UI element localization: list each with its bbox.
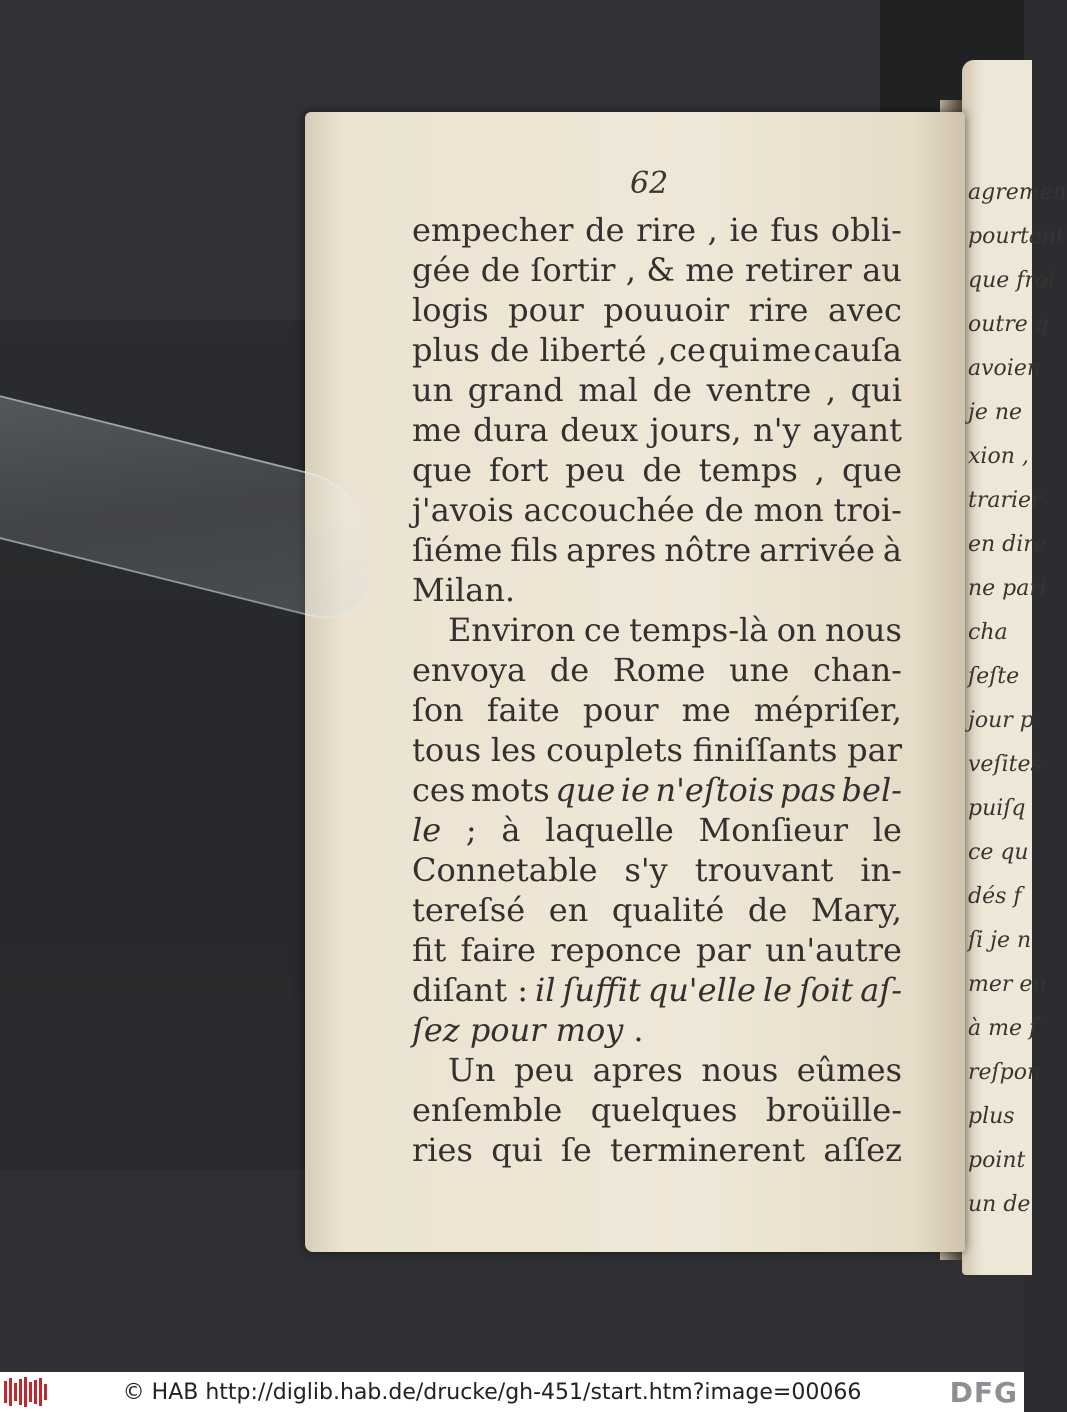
word: ries: [412, 1131, 473, 1169]
word: qui: [850, 371, 902, 409]
word: quelques: [590, 1091, 738, 1129]
dfg-logo: DFG: [949, 1375, 1018, 1409]
facing-page-fragment: ſi je n: [968, 928, 1032, 953]
word: Rome: [612, 651, 706, 689]
word: s'y: [624, 851, 668, 889]
word: empecher: [412, 211, 574, 249]
text-line: [412, 450, 902, 490]
word: faire: [460, 931, 536, 969]
facing-page-fragment: reſpon: [968, 1060, 1042, 1085]
word: on: [776, 611, 817, 649]
word: à: [882, 531, 902, 569]
word: ,: [707, 211, 718, 249]
word: ce: [669, 331, 706, 369]
word: le: [412, 811, 442, 849]
word: deux: [560, 411, 639, 449]
word: couplets: [546, 731, 683, 769]
word: nous: [825, 611, 902, 649]
word: troi-: [833, 491, 902, 529]
word: ces: [412, 771, 466, 809]
word: fit: [412, 931, 447, 969]
word: il: [535, 971, 556, 1009]
word: peu: [514, 1051, 575, 1089]
facing-page-fragment: à me f: [968, 1016, 1038, 1041]
word: pour: [582, 691, 659, 729]
word: qui: [708, 331, 760, 369]
facing-page-fragment: en dire: [968, 532, 1047, 557]
word: me: [761, 331, 812, 369]
text-line: [412, 250, 902, 290]
facing-page-fragment: cha: [968, 620, 1008, 645]
word: que: [412, 451, 473, 489]
facing-page-fragment: point: [968, 1148, 1026, 1173]
word: au: [862, 251, 902, 289]
facing-page-fragment: que froi: [968, 268, 1056, 293]
word: Environ: [448, 611, 576, 649]
word: trouvant: [694, 851, 834, 889]
word: .: [633, 1011, 644, 1049]
word: en: [548, 891, 589, 929]
word: de: [480, 251, 521, 289]
facing-page-fragment: agremen: [968, 180, 1067, 205]
facing-page-fragment: mer en: [968, 972, 1047, 997]
word: fort: [489, 451, 549, 489]
word: plus de liberté ,: [412, 331, 667, 369]
word: reponce: [550, 931, 682, 969]
word: &: [646, 251, 675, 289]
word: de: [652, 371, 692, 409]
word: enſemble: [412, 1091, 563, 1129]
word: ſoit: [799, 971, 854, 1009]
word: temps-là: [629, 611, 769, 649]
word: un: [412, 371, 454, 409]
text-line: [412, 1130, 902, 1170]
facing-page-fragment: puiſq: [968, 796, 1026, 821]
copyright-caption: © HAB http://diglib.hab.de/drucke/gh-451/start.htm?image=00066: [122, 1379, 862, 1405]
word: de: [642, 451, 682, 489]
facing-page-fragment: ne parl: [968, 576, 1047, 601]
facing-page-fragment: xion ,: [968, 444, 1029, 469]
word: nous: [701, 1051, 779, 1089]
word: fils: [510, 531, 559, 569]
word: mépriſer,: [753, 691, 902, 729]
text-line: [412, 490, 902, 530]
text-line: [412, 1010, 902, 1050]
facing-page-fragment: plus: [968, 1104, 1015, 1129]
text-line: [412, 290, 902, 330]
text-line: [412, 810, 902, 850]
text-line: [412, 570, 902, 610]
text-line: [412, 890, 902, 930]
word: envoya: [412, 651, 527, 689]
word: de: [585, 211, 625, 249]
word: ventre: [706, 371, 812, 409]
text-line: [412, 730, 902, 770]
word: jours,: [649, 411, 742, 449]
word: ,: [825, 371, 837, 409]
word: que: [555, 771, 616, 809]
word: logis: [412, 291, 489, 329]
word: terminerent: [610, 1131, 806, 1169]
word: ce: [583, 611, 621, 649]
word: qu'elle: [647, 971, 756, 1009]
viewer-footer: [0, 1372, 1024, 1412]
word: Monſieur: [698, 811, 849, 849]
word: grand: [467, 371, 564, 409]
word: apres: [566, 531, 657, 569]
word: par: [695, 931, 751, 969]
text-line: [412, 330, 902, 370]
facing-page-fragment: dés f: [968, 884, 1022, 909]
text-line: [412, 930, 902, 970]
word: de: [549, 651, 590, 689]
text-line: [412, 370, 902, 410]
word: ſe: [560, 1131, 592, 1169]
page-text: [412, 210, 902, 1170]
facing-page-fragment: un de: [968, 1192, 1031, 1217]
word: ie: [729, 211, 759, 249]
word: ſiéme: [412, 531, 503, 569]
word: tous: [412, 731, 482, 769]
word: de: [747, 891, 788, 929]
word: qui: [491, 1131, 543, 1169]
text-line: [412, 650, 902, 690]
word: me: [681, 691, 731, 729]
word: un'autre: [765, 931, 902, 969]
word: me: [412, 411, 462, 449]
word: mon: [753, 491, 824, 529]
word: mots: [470, 771, 550, 809]
word: à: [501, 811, 521, 849]
text-line: [412, 410, 902, 450]
word: fus: [770, 211, 820, 249]
word: nôtre: [664, 531, 752, 569]
word: rire: [748, 291, 809, 329]
word: ſon: [412, 691, 464, 729]
word: ſuffit: [562, 971, 641, 1009]
word: chan-: [812, 651, 902, 689]
word: mal: [578, 371, 638, 409]
facing-page-fragment: outre q: [968, 312, 1049, 337]
word: broüille-: [765, 1091, 902, 1129]
word: ,: [625, 251, 636, 289]
word: me: [685, 251, 735, 289]
word: aſſez: [823, 1131, 902, 1169]
word: apres: [592, 1051, 683, 1089]
word: qualité: [611, 891, 725, 929]
word: temps: [698, 451, 798, 489]
word: dura: [472, 411, 549, 449]
text-line: [412, 690, 902, 730]
word: tereſsé: [412, 891, 526, 929]
word: finiſſants: [692, 731, 838, 769]
word: obli-: [830, 211, 902, 249]
facing-page-fragment: jour p: [968, 708, 1034, 733]
facing-page-fragment: ce qu: [968, 840, 1029, 865]
facing-page: [962, 60, 1067, 1275]
word: les: [490, 731, 537, 769]
word: laquelle: [545, 811, 674, 849]
facing-page-fragment: je ne: [968, 400, 1023, 425]
word: pour: [508, 291, 584, 329]
word: que: [841, 451, 902, 489]
word: de: [704, 491, 744, 529]
word: eûmes: [796, 1051, 902, 1089]
word: ayant: [812, 411, 902, 449]
word: ie: [620, 771, 650, 809]
facing-page-fragment: veſites: [968, 752, 1042, 777]
text-line: [412, 970, 902, 1010]
word: une: [729, 651, 790, 689]
word: faite: [486, 691, 560, 729]
word: Un: [448, 1051, 496, 1089]
facing-page-fragment: pourtant: [968, 224, 1065, 249]
word: aſ-: [860, 971, 902, 1009]
word: ſortir: [530, 251, 616, 289]
word: Mary,: [810, 891, 902, 929]
word: rire: [636, 211, 696, 249]
word: gée: [412, 251, 471, 289]
word: par: [847, 731, 902, 769]
word: ſez pour moy: [412, 1011, 624, 1049]
word: n'eſtois: [655, 771, 775, 809]
hab-logo-icon: [4, 1377, 52, 1407]
word: pas: [780, 771, 836, 809]
text-line: [412, 610, 902, 650]
facing-page-fragment: trarier: [968, 488, 1042, 513]
facing-page-fragment: ſeſte: [968, 664, 1020, 689]
word: arrivée: [759, 531, 875, 569]
page-number: 62: [630, 166, 669, 201]
word: ,: [814, 451, 825, 489]
word: retirer: [744, 251, 852, 289]
text-line: [412, 1090, 902, 1130]
word: avec: [827, 291, 902, 329]
word: ;: [465, 811, 477, 849]
word: in-: [860, 851, 902, 889]
word: bel-: [841, 771, 902, 809]
word: pouuoir: [603, 291, 730, 329]
word: Milan.: [412, 571, 516, 609]
facing-page-fragment: avoien: [968, 356, 1042, 381]
word: peu: [565, 451, 626, 489]
text-line: [412, 530, 902, 570]
word: n'y: [753, 411, 801, 449]
word: j'avois: [412, 491, 514, 529]
word: le: [762, 971, 793, 1009]
word: diſant :: [412, 971, 529, 1009]
word: accouchée: [523, 491, 695, 529]
word: le: [872, 811, 902, 849]
text-line: [412, 850, 902, 890]
word: cauſa: [813, 331, 902, 369]
text-line: [412, 210, 902, 250]
text-line: [412, 1050, 902, 1090]
word: Connetable: [412, 851, 598, 889]
text-line: [412, 770, 902, 810]
